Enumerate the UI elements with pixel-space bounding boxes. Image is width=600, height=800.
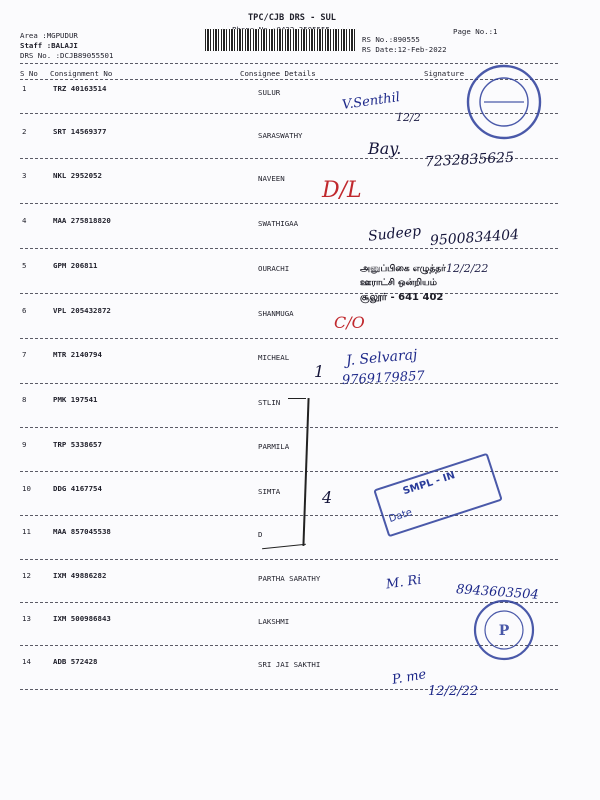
row-sno: 13 [22, 614, 31, 623]
row-consignment: TRZ 40163514 [53, 84, 107, 93]
row-sno: 3 [22, 171, 27, 180]
smpl-stamp [373, 453, 503, 538]
row-consignee: SWATHIGAA [258, 219, 299, 228]
smpl-stamp-date: Date [387, 507, 414, 526]
signature-row2: Bay. [368, 139, 402, 158]
phone-row12: 8943603504 [455, 582, 540, 603]
phone-row4: 9500834404 [429, 226, 520, 250]
row-sno: 4 [22, 216, 27, 225]
row-divider [20, 338, 558, 339]
row-consignment: NKL 2952052 [53, 171, 102, 180]
page-number: Page No.:1 [453, 27, 498, 36]
row-consignment: ADB 572428 [53, 657, 98, 666]
remark-row3: D/L [322, 178, 362, 203]
official-stamp-line2: ஊராட்சி ஒன்றியம் [360, 278, 437, 288]
row-consignee: SIMTA [258, 487, 281, 496]
row-consignee: SARASWATHY [258, 131, 303, 140]
row-divider [20, 515, 558, 516]
row-consignment: GPM 206811 [53, 261, 98, 270]
row-consignment: TRP 5338657 [53, 440, 102, 449]
row-consignment: MAA 275818820 [53, 216, 111, 225]
bracket-tick-top [288, 398, 306, 399]
row-sno: 7 [22, 350, 27, 359]
row-consignee: SRI JAI SAKTHI [258, 660, 321, 669]
round-seal-stamp-bottom [472, 598, 536, 662]
signature-row14: P. me [390, 667, 428, 688]
row-sno: 6 [22, 306, 27, 315]
count-mark-row10: 4 [322, 488, 333, 507]
row-divider [20, 559, 558, 560]
row-consignee: STLIN [258, 398, 281, 407]
column-header-consignment: Consignment No [50, 69, 113, 78]
row-consignee: PARMILA [258, 442, 290, 451]
signature-row4: Sudeep [367, 223, 422, 245]
row-sno: 11 [22, 527, 31, 536]
row-consignment: VPL 205432872 [53, 306, 111, 315]
official-stamp-line3: சூலூர் - 641 402 [360, 292, 444, 303]
official-stamp-line1: அனுப்பிகை எழுத்தர் [360, 264, 446, 274]
signature-row12: M. Ri [385, 572, 423, 593]
rs-date: RS Date:12-Feb-2022 [362, 45, 447, 54]
row-consignee: MICHEAL [258, 353, 290, 362]
row-sno: 8 [22, 395, 27, 404]
row-sno: 14 [22, 657, 31, 666]
bracket-tick-bottom [262, 544, 306, 550]
remark-row6: C/O [334, 313, 365, 332]
row-sno: 2 [22, 127, 27, 136]
row-divider [20, 383, 558, 384]
row-consignment: DDG 4167754 [53, 484, 102, 493]
row-consignee: LAKSHMI [258, 617, 290, 626]
barcode-image [205, 29, 355, 51]
smpl-stamp-label: SMPL - IN [401, 470, 457, 498]
row-divider [20, 293, 558, 294]
row-consignment: IXM 500986843 [53, 614, 111, 623]
row-consignment: PMK 197541 [53, 395, 98, 404]
row-sno: 12 [22, 571, 31, 580]
row-consignee: SULUR [258, 88, 281, 97]
row-sno: 10 [22, 484, 31, 493]
row-divider [20, 427, 558, 428]
row-consignment: MTR 2140794 [53, 350, 102, 359]
row-consignment: SRT 14569377 [53, 127, 107, 136]
date-row14: 12/2/22 [428, 684, 479, 699]
column-header-signature: Signature [424, 69, 465, 78]
row-consignee: PARTHA SARATHY [258, 574, 321, 583]
bracket-line [302, 398, 309, 546]
date-row5: 12/2/22 [446, 262, 489, 275]
column-header-consignee: Consignee Details [240, 69, 316, 78]
row-sno: 9 [22, 440, 27, 449]
phone-row7: 9769179857 [341, 368, 426, 389]
row-divider [20, 248, 558, 249]
row-divider [20, 203, 558, 204]
signature-row7: J. Selvaraj [345, 346, 418, 370]
row-consignment: IXM 49886282 [53, 571, 107, 580]
row-sno: 1 [22, 84, 27, 93]
phone-row2: 7232835625 [424, 149, 515, 171]
staff-label: Staff :BALAJI [20, 41, 78, 50]
row-sno: 5 [22, 261, 27, 270]
row-consignee: SHANMUGA [258, 309, 294, 318]
column-header-sno: S No [20, 69, 38, 78]
row-consignment: MAA 857045538 [53, 527, 111, 536]
svg-text:P: P [498, 623, 510, 639]
row-consignee: NAVEEN [258, 174, 285, 183]
row-consignee: OURACHI [258, 264, 290, 273]
area-label: Area :MGPUDUR [20, 31, 78, 40]
signature-row1: V.Senthil [341, 90, 401, 113]
drs-number: DRS No. :DCJB89055501 [20, 51, 114, 60]
row-consignee: D [258, 530, 263, 539]
report-title: TPC/CJB DRS - SUL [248, 13, 336, 23]
round-seal-stamp-top [464, 62, 544, 142]
signature-row1-date: 12/2 [396, 111, 421, 124]
rs-number: RS No.:890555 [362, 35, 420, 44]
count-mark-row8: 1 [314, 362, 325, 381]
